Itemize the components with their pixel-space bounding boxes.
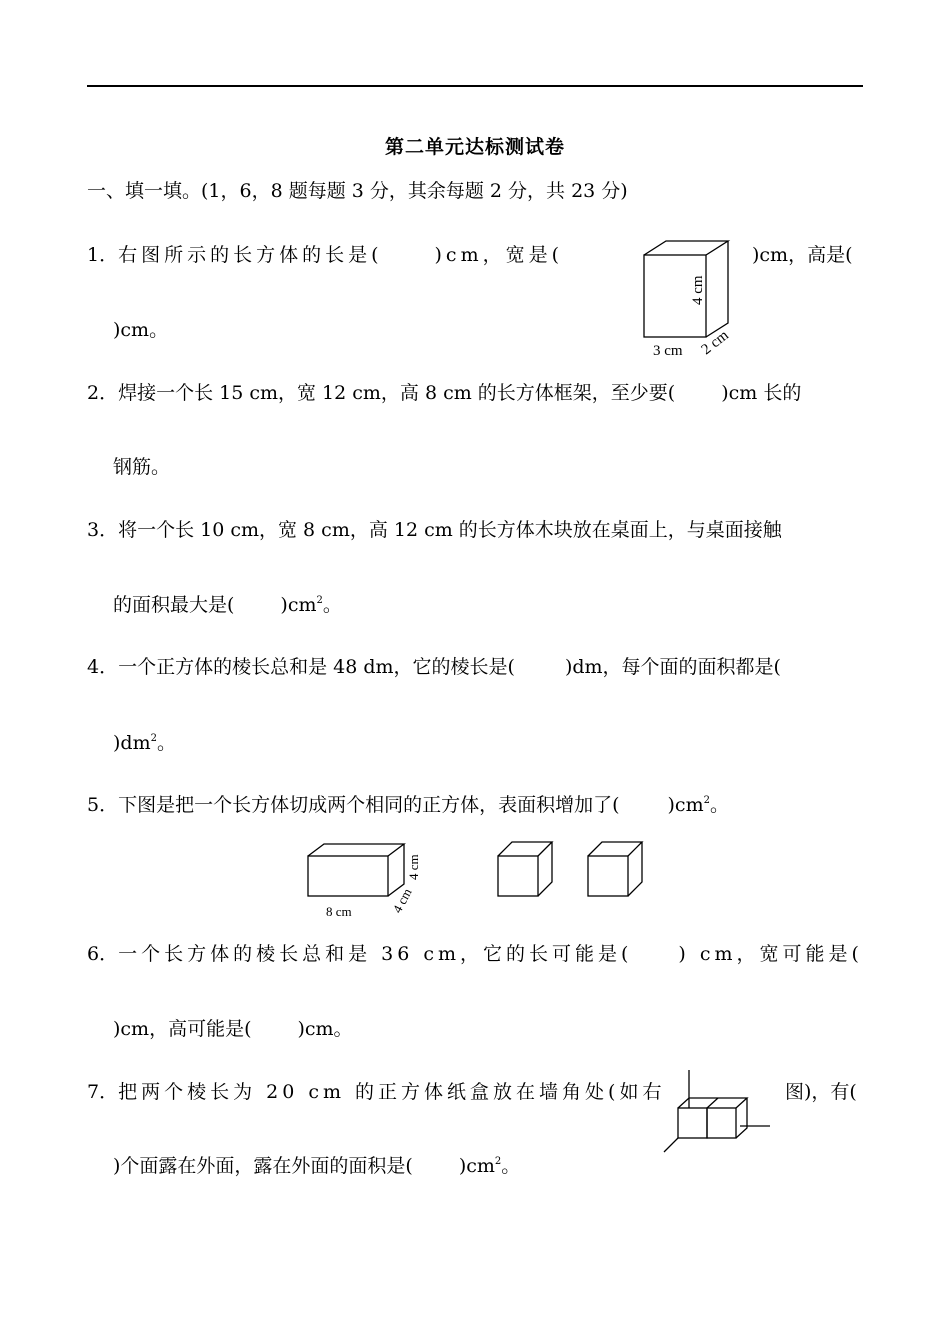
question-2-line-1 (87, 381, 801, 405)
unit: )dm (113, 732, 151, 754)
length-label: 8 cm (326, 904, 352, 919)
question-text: )dm，每个面的面积都是( (564, 656, 781, 678)
question-text: )个面露在外面，露在外面的面积是( (113, 1155, 413, 1177)
width-label: 2 cm (698, 327, 732, 359)
question-text: 一个长方体的棱长总和是 36 cm，它的长可能是( (118, 943, 633, 965)
question-3-line-2 (113, 593, 342, 617)
width-label: 4 cm (389, 885, 415, 916)
question-1-line-2: )cm。 (113, 319, 169, 341)
question-text: 焊接一个长 15 cm，宽 12 cm，高 8 cm 的长方体框架，至少要( (118, 382, 676, 404)
period: 。 (322, 594, 342, 616)
height-label: 4 cm (406, 854, 421, 880)
question-text: 将一个长 10 cm，宽 8 cm，高 12 cm 的长方体木块放在桌面上，与桌面接触 (118, 519, 782, 541)
question-number: 3． (87, 519, 119, 541)
question-text: 把两个棱长为 20 cm 的正方体纸盒放在墙角处(如右 (118, 1081, 666, 1103)
question-text: 一个正方体的棱长总和是 48 dm，它的棱长是( (118, 656, 515, 678)
superscript: 2 (494, 1156, 502, 1167)
question-7-line-1-tail: 图)，有( (785, 1081, 857, 1103)
superscript: 2 (150, 733, 157, 744)
unit: )cm (280, 594, 317, 616)
unit: )cm (667, 794, 704, 816)
period: 。 (156, 732, 176, 754)
top-rule (87, 85, 863, 87)
question-4-line-1 (87, 655, 781, 679)
question-1-line-1-tail: )cm，高是( (752, 244, 853, 266)
cuboid-figure-q1 (620, 225, 760, 360)
question-2-line-2: 钢筋。 (113, 456, 171, 478)
question-number: 4． (87, 656, 119, 678)
question-text: )cm，高可能是( (113, 1018, 252, 1040)
question-text: )cm 长的 (721, 382, 802, 404)
length-label: 3 cm (653, 343, 683, 359)
question-7-line-2 (113, 1154, 520, 1178)
superscript: 2 (316, 595, 323, 606)
question-6-line-2 (113, 1017, 353, 1041)
question-1-line-1 (87, 243, 563, 267)
question-text: ) cm，宽可能是( (678, 943, 863, 965)
question-number: 2． (87, 382, 119, 404)
section-heading: 一、填一填。(1，6，8 题每题 3 分，其余每题 2 分，共 23 分) (87, 180, 628, 202)
cuboid-split-figure-q5 (300, 838, 660, 920)
height-label: 4 cm (690, 275, 706, 305)
question-text: 右图所示的长方体的长是( (118, 244, 383, 266)
question-number: 7． (87, 1081, 119, 1103)
question-number: 1． (87, 244, 119, 266)
question-number: 6． (87, 943, 119, 965)
question-3-line-1 (87, 518, 782, 542)
question-7-line-1 (87, 1080, 665, 1104)
question-text: 下图是把一个长方体切成两个相同的正方体，表面积增加了( (118, 794, 620, 816)
question-number: 5． (87, 794, 119, 816)
wall-corner-cubes-figure-q7 (660, 1068, 780, 1158)
question-text: )cm，宽是( (434, 244, 563, 266)
question-4-line-2 (113, 731, 176, 755)
superscript: 2 (703, 795, 710, 806)
period: 。 (709, 794, 729, 816)
unit: )cm (458, 1155, 495, 1177)
question-6-line-1 (87, 942, 863, 966)
period: 。 (501, 1155, 521, 1177)
question-text: 的面积最大是( (113, 594, 235, 616)
question-text: )cm。 (297, 1018, 353, 1040)
question-5-line-1 (87, 793, 729, 817)
page-title: 第二单元达标测试卷 (384, 136, 565, 158)
